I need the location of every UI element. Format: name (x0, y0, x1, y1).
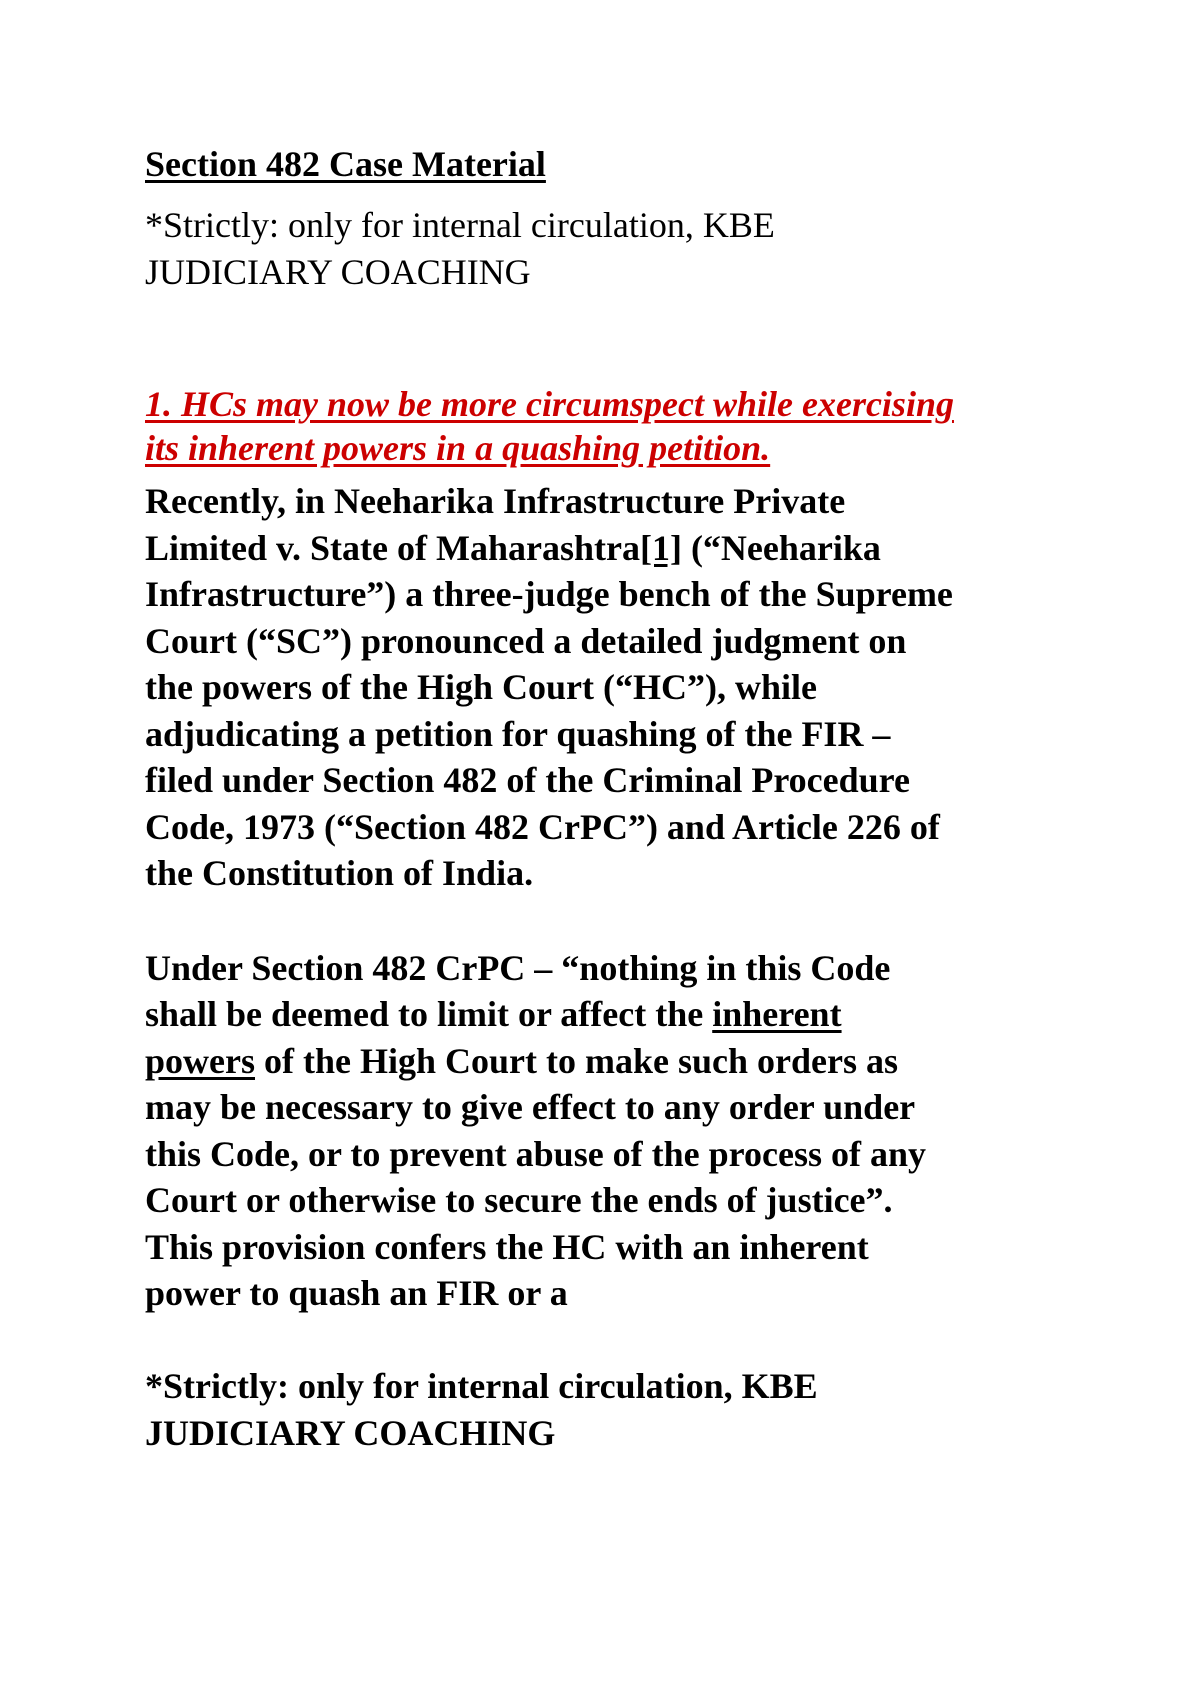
paragraph-line: Infrastructure”) a three-judge bench of the Supreme (145, 574, 953, 614)
paragraph-line: This provision confers the HC with an inherent (145, 1226, 869, 1267)
paragraph-line: may be necessary to give effect to any order under (145, 1087, 916, 1127)
paragraph-text: (“Neeharika (681, 527, 881, 568)
section-heading-line-1: 1. HCs may now be more circumspect while exercising (145, 384, 954, 424)
paragraph-line: the Constitution of India. (145, 853, 534, 893)
paragraph-line: Court or otherwise to secure the ends of justice”. (145, 1180, 893, 1220)
emphasized-text: powers (145, 1040, 255, 1081)
paragraph-line (145, 525, 1105, 572)
footer-note-line-2: JUDICIARY COACHING (145, 1412, 556, 1453)
paragraph-line (145, 1038, 1105, 1085)
paragraph-text: shall be deemed to limit or affect the (145, 994, 713, 1034)
circulation-note (145, 202, 1105, 296)
paragraph-line: filed under Section 482 of the Criminal Procedure (145, 760, 910, 800)
paragraph-line: Under Section 482 CrPC – “nothing in this Code (145, 947, 891, 988)
paragraph-section-482 (145, 945, 1105, 1317)
paragraph-line: this Code, or to prevent abuse of the process of any (145, 1133, 926, 1174)
paragraph-text: Limited v. State of Maharashtra (145, 527, 640, 568)
emphasized-text: inherent (712, 994, 842, 1034)
footer-note-line-1: *Strictly: only for internal circulation, KBE (145, 1365, 818, 1406)
section-heading-line-2: its inherent powers in a quashing petition. (145, 428, 771, 468)
paragraph-line: Court (“SC”) pronounced a detailed judgment on (145, 620, 907, 661)
paragraph-text: of the High Court to make such orders as (255, 1040, 898, 1081)
footnote-link[interactable]: [1] (639, 527, 682, 568)
circulation-note-line-1: *Strictly: only for internal circulation, KBE (145, 205, 775, 245)
paragraph-line (145, 991, 1105, 1038)
paragraph-line: power to quash an FIR or a (145, 1273, 568, 1313)
paragraph-line: adjudicating a petition for quashing of the FIR – (145, 713, 891, 754)
paragraph-neeharika (145, 478, 1105, 897)
footer-circulation-note (145, 1363, 1105, 1457)
paragraph-line: Code, 1973 (“Section 482 CrPC”) and Article 226 of (145, 806, 940, 847)
document-title: Section 482 Case Material (145, 144, 546, 184)
paragraph-line: Recently, in Neeharika Infrastructure Private (145, 481, 846, 521)
circulation-note-line-2: JUDICIARY COACHING (145, 252, 531, 292)
paragraph-line: the powers of the High Court (“HC”), while (145, 667, 817, 707)
document-page (145, 140, 1105, 1457)
section-heading (145, 382, 1105, 470)
